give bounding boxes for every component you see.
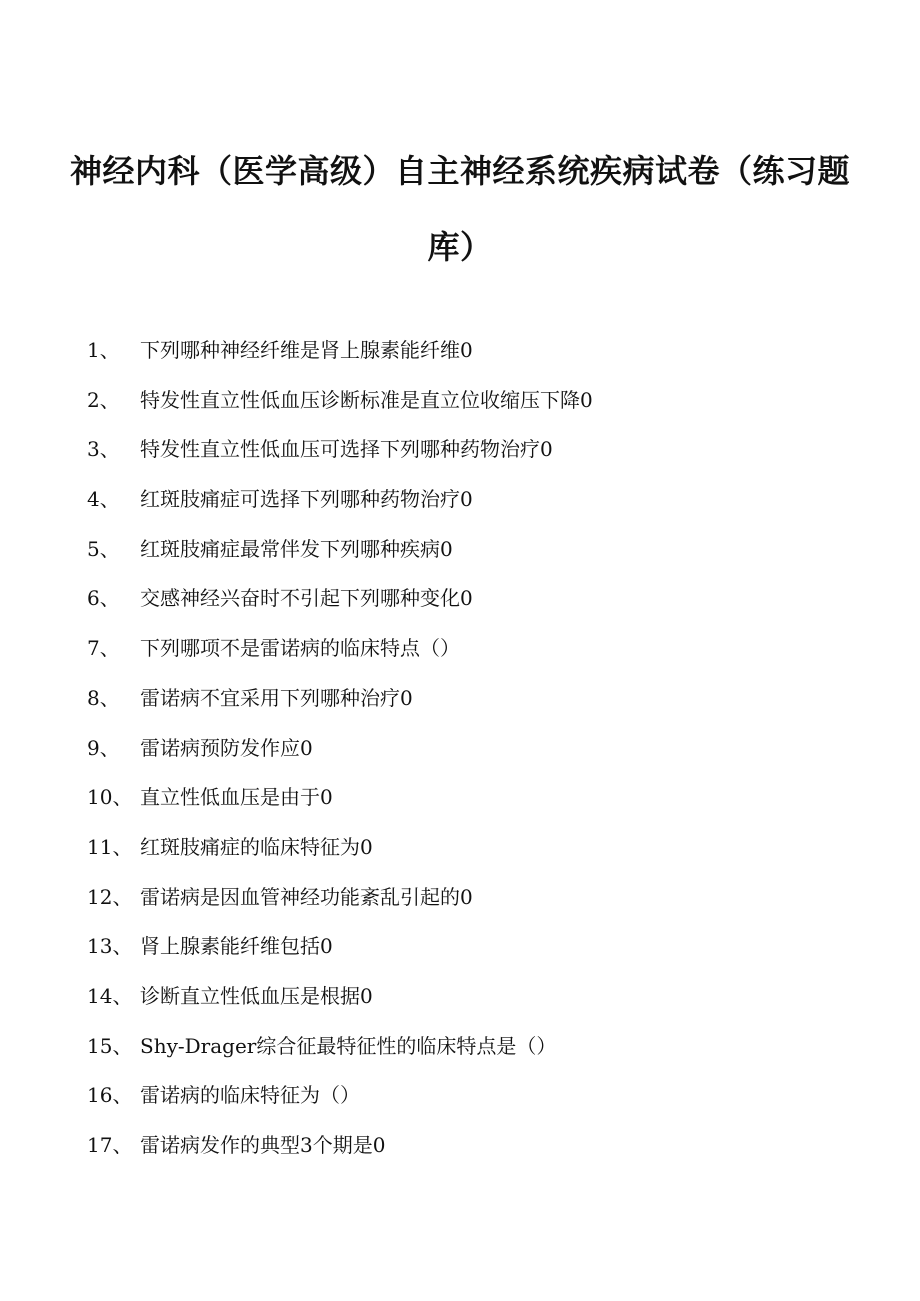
question-number: 15、 [87, 1033, 133, 1058]
question-text: 红斑肢痛症的临床特征为0 [140, 834, 373, 859]
question-text: 雷诺病不宜采用下列哪种治疗0 [140, 685, 413, 710]
list-item [0, 728, 920, 778]
question-text: 特发性直立性低血压诊断标准是直立位收缩压下降0 [140, 387, 593, 412]
question-text: 诊断直立性低血压是根据0 [140, 983, 373, 1008]
question-number: 16、 [87, 1083, 133, 1108]
list-item [0, 877, 920, 927]
list-item [0, 1125, 920, 1175]
question-number: 5、 [87, 536, 120, 561]
question-number: 4、 [87, 487, 120, 512]
list-item [0, 380, 920, 430]
question-text: Shy-Drager综合征最特征性的临床特点是（） [140, 1033, 557, 1058]
question-text: 特发性直立性低血压可选择下列哪种药物治疗0 [140, 437, 553, 462]
question-number: 7、 [87, 636, 120, 661]
question-text: 雷诺病预防发作应0 [140, 735, 313, 760]
question-text: 直立性低血压是由于0 [140, 785, 333, 810]
list-item [0, 827, 920, 877]
question-number: 13、 [87, 934, 133, 959]
question-text: 雷诺病是因血管神经功能紊乱引起的0 [140, 884, 473, 909]
list-item [0, 529, 920, 579]
question-number: 10、 [87, 785, 133, 810]
question-text: 交感神经兴奋时不引起下列哪种变化0 [140, 586, 473, 611]
question-text: 下列哪项不是雷诺病的临床特点（） [140, 636, 460, 661]
list-item [0, 628, 920, 678]
question-number: 2、 [87, 387, 120, 412]
question-text: 雷诺病的临床特征为（） [140, 1083, 360, 1108]
question-number: 8、 [87, 685, 120, 710]
list-item [0, 578, 920, 628]
list-item [0, 1026, 920, 1076]
list-item [0, 777, 920, 827]
list-item [0, 678, 920, 728]
list-item [0, 976, 920, 1026]
question-text: 雷诺病发作的典型3个期是0 [140, 1133, 386, 1157]
question-text: 红斑肢痛症可选择下列哪种药物治疗0 [140, 487, 473, 512]
question-number: 17、 [87, 1133, 133, 1157]
list-item [0, 1075, 920, 1125]
question-number: 3、 [87, 437, 120, 462]
question-number: 1、 [87, 338, 120, 362]
question-number: 9、 [87, 735, 120, 760]
question-number: 14、 [87, 983, 133, 1008]
question-text: 肾上腺素能纤维包括0 [140, 934, 333, 959]
list-item [0, 926, 920, 976]
question-number: 11、 [87, 834, 133, 859]
list-item [0, 479, 920, 529]
list-item [0, 330, 920, 380]
page-title: 神经内科（医学高级）自主神经系统疾病试卷（练习题库） [69, 152, 850, 267]
question-text: 红斑肢痛症最常伴发下列哪种疾病0 [140, 536, 453, 561]
question-text: 下列哪种神经纤维是肾上腺素能纤维0 [140, 338, 473, 362]
list-item [0, 429, 920, 479]
question-number: 6、 [87, 586, 120, 611]
question-list [0, 330, 920, 1175]
question-number: 12、 [87, 884, 133, 909]
